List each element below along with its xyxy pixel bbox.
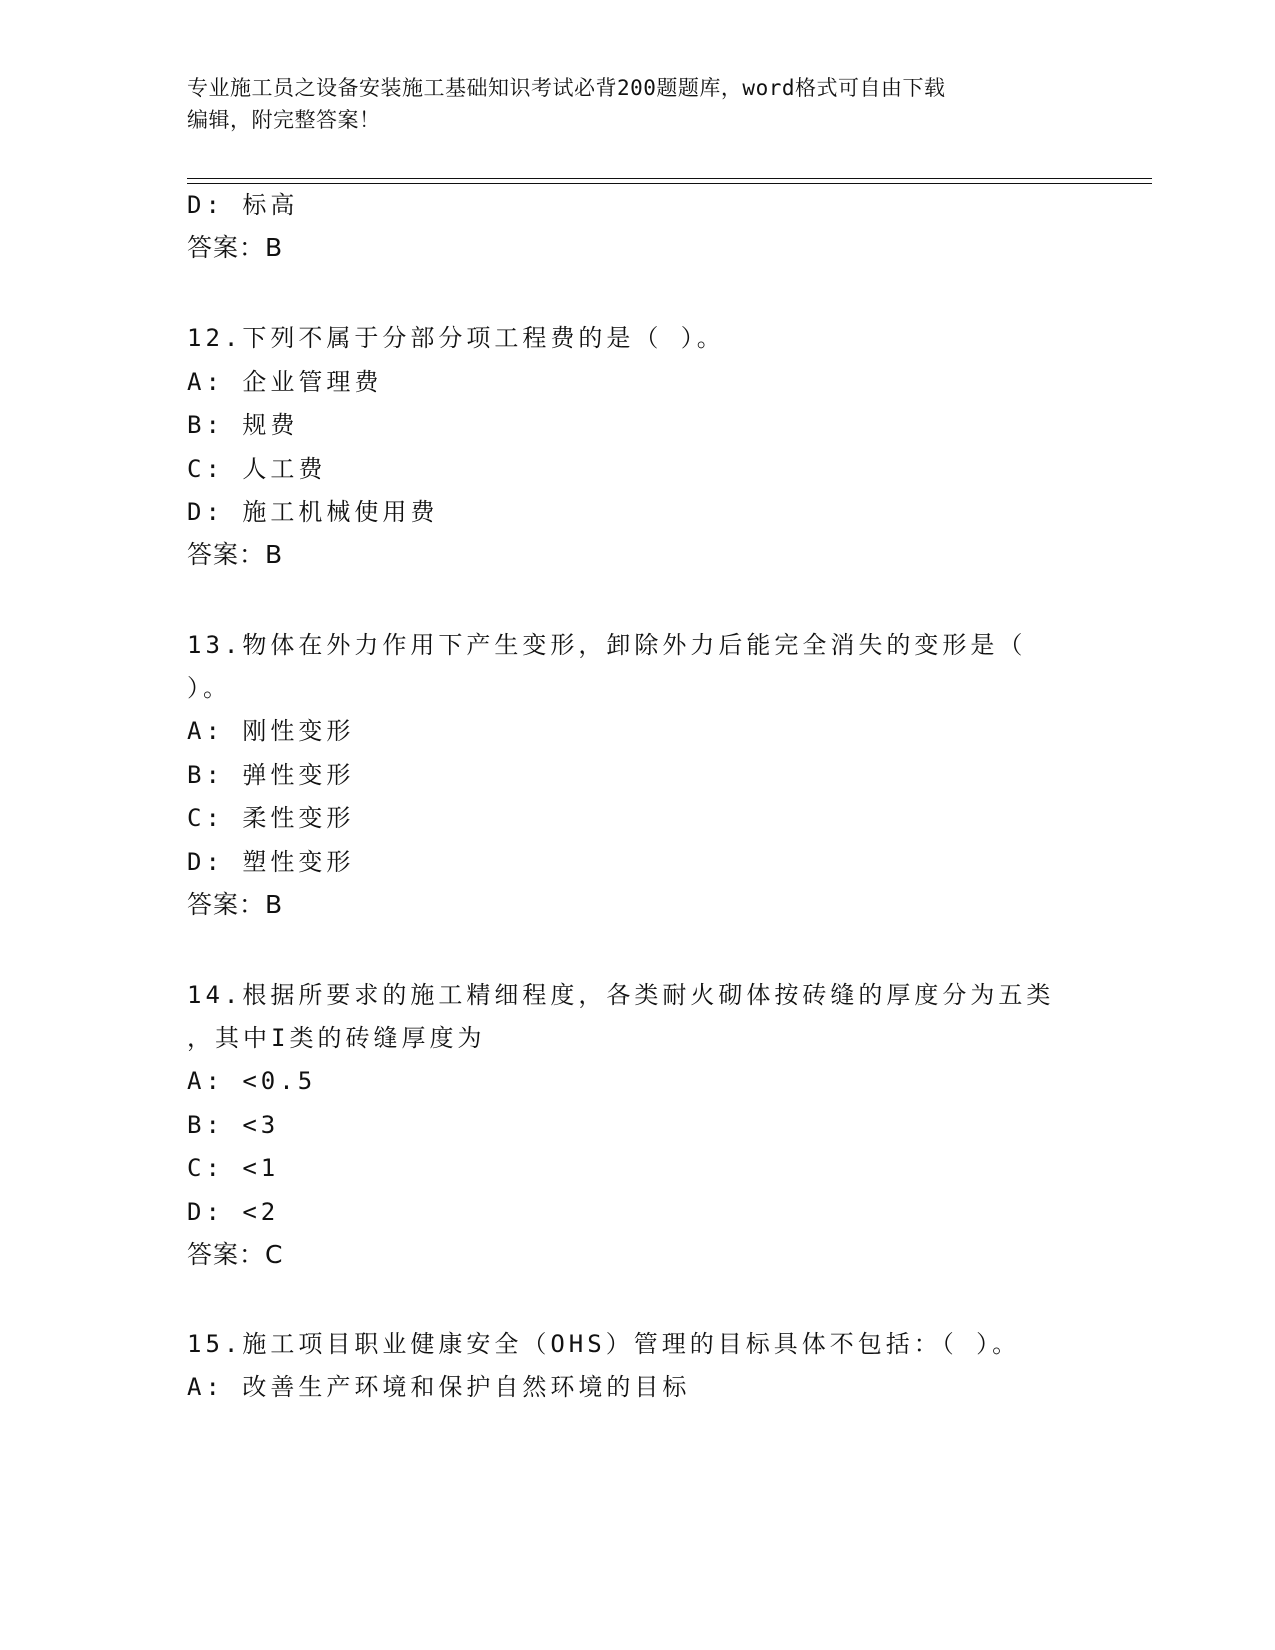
- q12-option-b: B: 规费: [187, 411, 299, 439]
- q13-option-c: C: 柔性变形: [187, 804, 355, 832]
- q11-answer: 答案：B: [187, 233, 284, 262]
- q12-option-d: D: 施工机械使用费: [187, 498, 439, 526]
- q14-answer: 答案：C: [187, 1240, 284, 1269]
- q13-option-d: D: 塑性变形: [187, 848, 355, 876]
- q13-option-a: A: 刚性变形: [187, 717, 355, 745]
- q15-option-a: A: 改善生产环境和保护自然环境的目标: [187, 1373, 691, 1401]
- q15-stem: 15.施工项目职业健康安全（OHS）管理的目标具体不包括：（ ）。: [187, 1330, 1021, 1358]
- q14-option-c: C: <1: [187, 1154, 280, 1182]
- q14-stem-line-1: 14.根据所要求的施工精细程度，各类耐火砌体按砖缝的厚度分为五类: [187, 981, 1055, 1009]
- q14-stem-line-2: ，其中I类的砖缝厚度为: [187, 1024, 486, 1052]
- page-header: [187, 72, 1087, 136]
- q12-option-c: C: 人工费: [187, 455, 327, 483]
- q14-option-b: B: <3: [187, 1111, 280, 1139]
- q13-answer: 答案：B: [187, 890, 284, 919]
- header-title-line-1: 专业施工员之设备安装施工基础知识考试必背200题题库，word格式可自由下载: [187, 76, 946, 100]
- header-title-line-2: 编辑，附完整答案！: [187, 108, 381, 132]
- q11-option-d: D: 标高: [187, 191, 299, 219]
- header-divider-top: [187, 178, 1152, 179]
- q12-option-a: A: 企业管理费: [187, 368, 383, 396]
- q13-stem-line-2: ）。: [187, 674, 231, 702]
- q14-option-a: A: <0.5: [187, 1067, 317, 1095]
- q14-option-d: D: <2: [187, 1198, 280, 1226]
- q13-option-b: B: 弹性变形: [187, 761, 355, 789]
- q12-stem: 12.下列不属于分部分项工程费的是（ ）。: [187, 324, 725, 352]
- q13-stem-line-1: 13.物体在外力作用下产生变形，卸除外力后能完全消失的变形是（: [187, 631, 1027, 659]
- header-divider-bottom: [187, 183, 1152, 184]
- q12-answer: 答案：B: [187, 540, 284, 569]
